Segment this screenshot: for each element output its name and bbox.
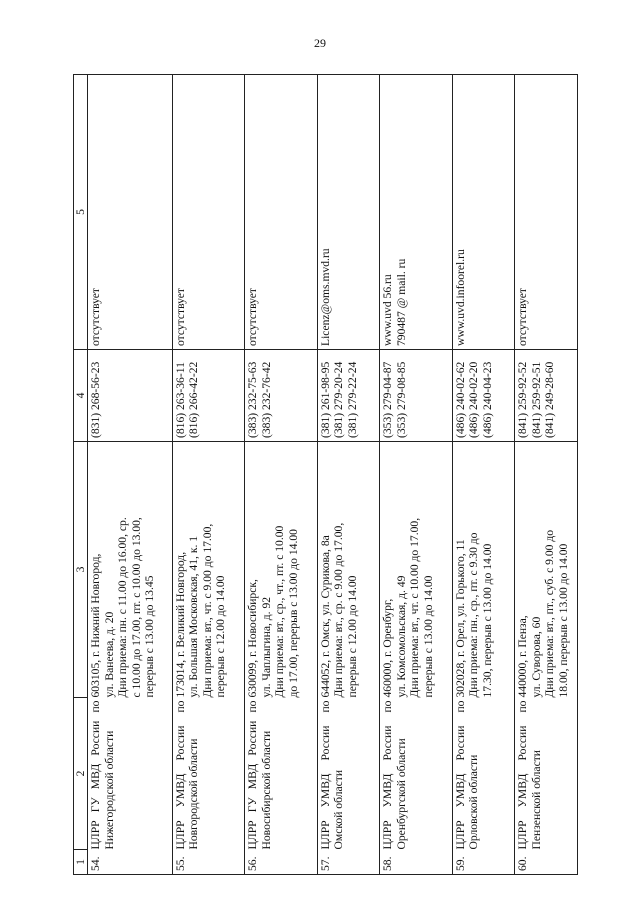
organization-name [515, 698, 578, 850]
organization-name [380, 698, 452, 850]
organization-name-word: ЦЛРР [453, 820, 467, 850]
organization-name [172, 698, 244, 850]
address-line: Дни приема: пн. с 11.00 до 16.00, ср. [116, 517, 130, 698]
address-line: 440000, г. Пенза, [516, 615, 530, 698]
phone-numbers [88, 350, 173, 442]
address-line: 173014, г. Великий Новгород, [173, 551, 187, 698]
address-line: Дни приема: вт., пт., суб. с 9.00 до [543, 529, 557, 698]
header-col-1: 1 [74, 850, 88, 875]
email-or-site: www.uvd 56.ru [381, 274, 395, 346]
organization-region: Новосибирской области [259, 730, 273, 850]
table-header [74, 75, 88, 875]
organization-name-word: УМВД [516, 773, 530, 808]
organization-name-word: России [381, 725, 395, 761]
phone-number: (383) 232-76-42 [259, 361, 273, 438]
organization-name-word: России [89, 720, 103, 756]
address-line: до 17.00, перерыв с 13.00 до 14.00 [286, 529, 300, 698]
address-line: перерыв с 12.00 до 14.00 [345, 575, 359, 698]
organization-name [88, 698, 173, 850]
phone-number: (486) 240-02-62 [453, 361, 467, 438]
phone-numbers [172, 350, 244, 442]
organization-region: Нижегородской области [102, 730, 116, 850]
phone-number: (353) 279-08-85 [394, 361, 408, 438]
phone-number: (841) 249-28-60 [543, 361, 557, 438]
organization-name-word: России [173, 725, 187, 761]
address-line: Дни приема: вт., чт. с 9.00 до 17.00, [200, 523, 214, 698]
email-website [452, 75, 515, 350]
organization-name-word: по [246, 700, 260, 713]
phone-number: (486) 240-04-23 [480, 361, 494, 438]
organization-name-word: России [246, 720, 260, 756]
phone-number: (381) 261-98-95 [318, 361, 332, 438]
phone-number: (383) 232-75-63 [246, 361, 260, 438]
organization-region: Омской области [332, 769, 346, 850]
phone-numbers [515, 350, 578, 442]
organization-name-word: ЦЛРР [89, 820, 103, 850]
address-line: перерыв с 13.00 до 14.00 [421, 575, 435, 698]
address-line: 18.00, перерыв с 13.00 до 14.00 [556, 543, 570, 698]
phone-number: (841) 259-92-51 [529, 361, 543, 438]
organization-name-word: ЦЛРР [516, 820, 530, 850]
organization-name-line1 [89, 701, 102, 850]
address-line: ул. Чаплыгина, д. 92 [259, 596, 273, 698]
organization-name-word: ГУ [246, 797, 260, 813]
address-line: 302028, г. Орел, ул. Горького, 11 [453, 539, 467, 698]
table-row [380, 75, 452, 875]
phone-number: (816) 266-42-22 [187, 361, 201, 438]
organization-name-word: России [318, 725, 332, 761]
header-col-3: 3 [74, 442, 88, 698]
email-or-site: 790487 @ mail. ru [394, 258, 408, 346]
organization-name-word: МВД [246, 763, 260, 790]
organization-name-line1 [381, 701, 394, 850]
organization-name-word: по [516, 700, 530, 713]
address-line: перерыв с 12.00 до 14.00 [214, 575, 228, 698]
organization-name-line1 [174, 701, 187, 850]
row-number: 56. [245, 850, 317, 875]
organization-name-word: УМВД [381, 773, 395, 808]
organization-name-word: МВД [89, 763, 103, 790]
row-number: 59. [452, 850, 515, 875]
address-line: с 10.00 до 17.00, пт. с 10.00 до 13.00, [129, 517, 143, 698]
phone-numbers [317, 350, 380, 442]
organization-name-line1 [454, 701, 467, 850]
email-or-site: www.uvd.infoorel.ru [453, 249, 467, 346]
table-row [245, 75, 317, 875]
email-or-site: отсутствует [173, 288, 187, 346]
header-row [74, 75, 88, 875]
rotated-table-container [73, 75, 578, 875]
address-hours [515, 442, 578, 698]
row-number: 57. [317, 850, 380, 875]
phone-number: (816) 263-36-11 [173, 362, 187, 438]
phone-numbers [380, 350, 452, 442]
address-hours [380, 442, 452, 698]
organization-name-word: ЦЛРР [381, 820, 395, 850]
address-line: 644052, г. Омск, ул. Сурикова, 8а [318, 535, 332, 698]
address-line: ул. Большая Московская, 41, к. 1 [187, 535, 201, 698]
row-number: 55. [172, 850, 244, 875]
organization-name-word: ЦЛРР [246, 820, 260, 850]
organization-name-word: по [318, 700, 332, 713]
organization-name-word: России [516, 725, 530, 761]
address-hours [172, 442, 244, 698]
address-line: Дни приема: вт., ср. с 9.00 до 17.00, [332, 522, 346, 698]
organization-name [317, 698, 380, 850]
organization-name-word: ГУ [89, 797, 103, 813]
email-or-site: Licenz@oms.mvd.ru [318, 248, 332, 346]
licensing-centers-table [73, 74, 578, 875]
organization-name-word: ЦЛРР [173, 820, 187, 850]
phone-numbers [452, 350, 515, 442]
email-website [172, 75, 244, 350]
organization-name-word: по [89, 700, 103, 713]
organization-name-word: УМВД [318, 773, 332, 808]
header-col-4: 4 [74, 350, 88, 442]
address-line: Дни приема: пн., ср., пт. с 9.30 до [467, 532, 481, 698]
row-number: 54. [88, 850, 173, 875]
table-row [452, 75, 515, 875]
organization-region: Оренбургской области [394, 738, 408, 850]
header-col-5: 5 [74, 75, 88, 350]
organization-region: Орловской области [467, 754, 481, 850]
address-hours [452, 442, 515, 698]
email-website [317, 75, 380, 350]
organization-name-word: по [173, 700, 187, 713]
table-body [88, 75, 578, 875]
phone-number: (381) 279-20-24 [332, 361, 346, 438]
phone-number: (831) 268-56-23 [89, 361, 103, 438]
organization-name-line1 [319, 701, 332, 850]
header-col-2: 2 [74, 698, 88, 850]
address-hours [88, 442, 173, 698]
email-website [380, 75, 452, 350]
email-or-site: отсутствует [516, 288, 530, 346]
email-or-site: отсутствует [246, 288, 260, 346]
address-hours [245, 442, 317, 698]
page-number: 29 [314, 36, 326, 50]
address-line: ул. Комсомольская, д. 49 [394, 575, 408, 698]
address-line: 603105, г. Нижний Новгород, [89, 553, 103, 698]
phone-number: (841) 259-92-52 [516, 361, 530, 438]
phone-number: (381) 279-22-24 [345, 361, 359, 438]
organization-name-line1 [516, 701, 529, 850]
email-website [245, 75, 317, 350]
address-line: ул. Ванеева, д. 20 [102, 611, 116, 698]
organization-name-word: по [453, 700, 467, 713]
address-line: 17.30, перерыв с 13.00 до 14.00 [480, 543, 494, 698]
organization-name-word: ЦЛРР [318, 820, 332, 850]
address-line: Дни приема: вт., ср., чт., пт. с 10.00 [273, 525, 287, 698]
phone-number: (353) 279-04-87 [381, 361, 395, 438]
address-line: ул. Суворова, 60 [529, 616, 543, 698]
organization-name [452, 698, 515, 850]
organization-name-word: УМВД [173, 773, 187, 808]
organization-region: Новгородской области [187, 738, 201, 850]
table-row [317, 75, 380, 875]
row-number: 58. [380, 850, 452, 875]
address-line: 460000, г. Оренбург, [381, 598, 395, 698]
table-row [172, 75, 244, 875]
organization-name-line1 [246, 701, 259, 850]
phone-number: (486) 240-02-20 [467, 361, 481, 438]
table-row [515, 75, 578, 875]
organization-name-word: России [453, 725, 467, 761]
email-website [88, 75, 173, 350]
phone-numbers [245, 350, 317, 442]
address-line: Дни приема: вт., чт. с 10.00 до 17.00, [408, 517, 422, 698]
email-website [515, 75, 578, 350]
organization-name-word: по [381, 700, 395, 713]
address-hours [317, 442, 380, 698]
row-number: 60. [515, 850, 578, 875]
table-row [88, 75, 173, 875]
email-or-site: отсутствует [89, 288, 103, 346]
organization-region: Пензенской области [529, 750, 543, 850]
address-line: перерыв с 13.00 до 13.45 [143, 575, 157, 698]
organization-name-word: УМВД [453, 773, 467, 808]
organization-name [245, 698, 317, 850]
address-line: 630099, г. Новосибирск, [246, 579, 260, 698]
